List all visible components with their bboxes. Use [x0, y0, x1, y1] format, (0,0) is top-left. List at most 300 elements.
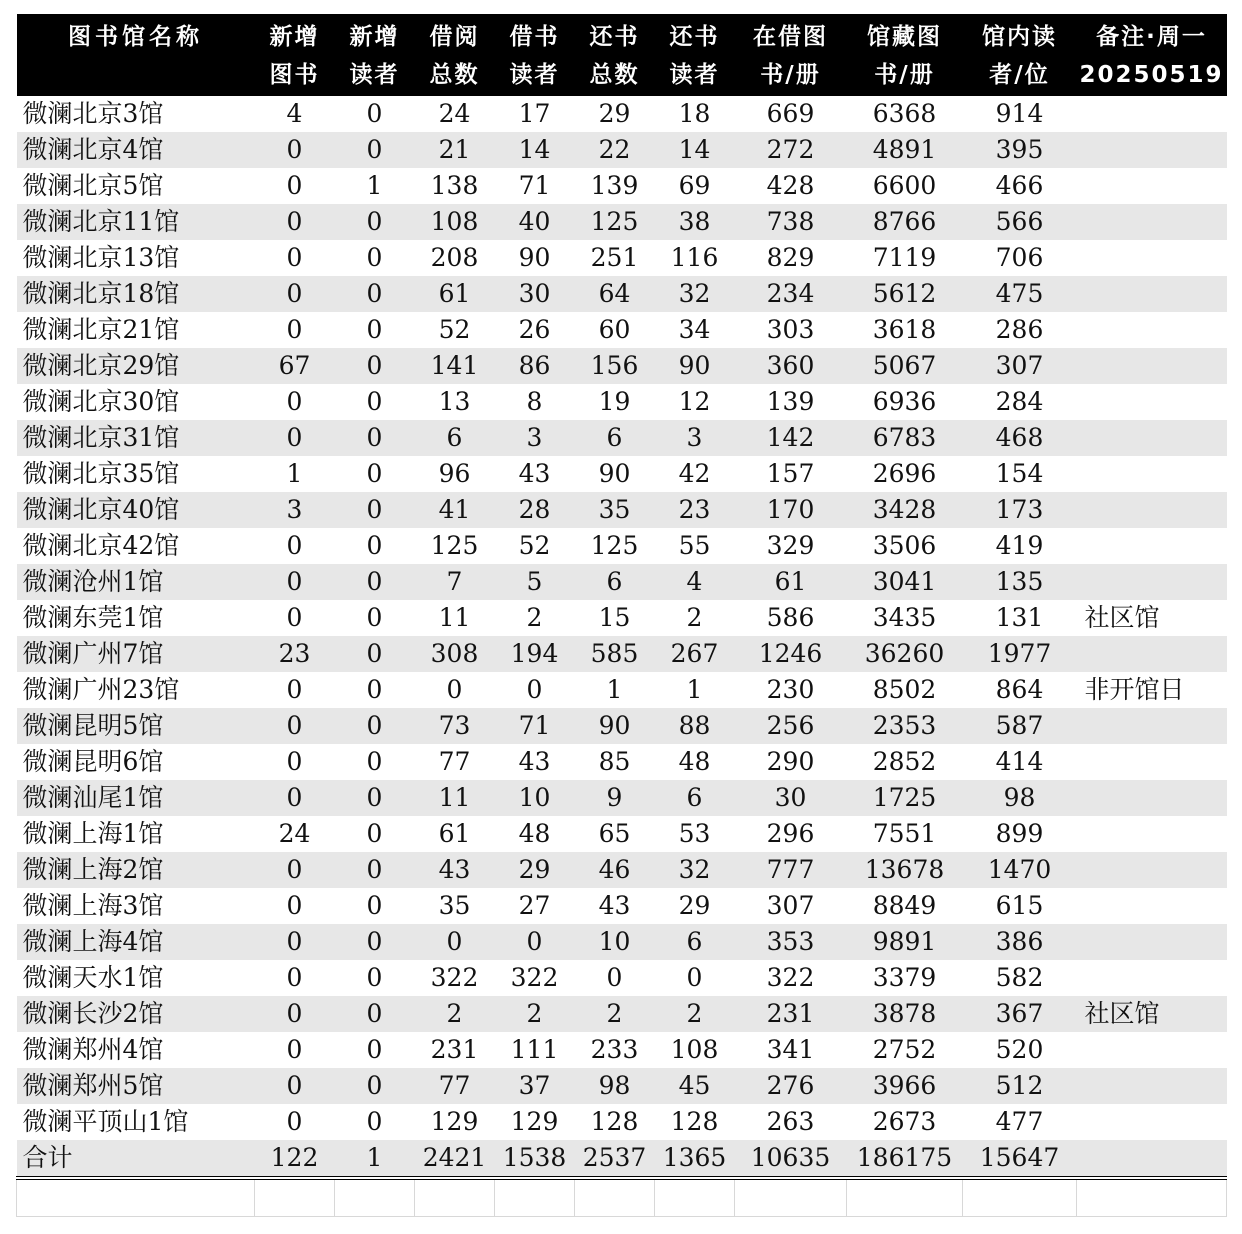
cell-total-borrows: 11 — [415, 780, 495, 816]
header-total-returns — [575, 14, 655, 96]
table-row — [17, 564, 1227, 600]
header-line2: 书/册 — [874, 62, 935, 88]
cell-books-on-loan: 428 — [766, 171, 815, 200]
cell-new-books: 0 — [255, 1068, 335, 1104]
cell-borrow-readers: 30 — [495, 276, 575, 312]
cell-note — [1077, 708, 1227, 744]
cell-collection-books: 1725 — [847, 780, 963, 816]
cell-return-readers: 108 — [670, 1035, 719, 1064]
cell-collection-books: 3435 — [872, 603, 937, 632]
cell-total-returns: 2537 — [575, 1140, 655, 1178]
cell-books-on-loan: 738 — [735, 204, 847, 240]
cell-collection-books: 6936 — [872, 387, 937, 416]
cell-library-name: 微澜北京40馆 — [17, 492, 255, 528]
header-line1: 还书 — [589, 24, 640, 50]
cell-borrow-readers: 194 — [495, 636, 575, 672]
cell-new-books: 67 — [255, 348, 335, 384]
cell-borrow-readers: 27 — [518, 891, 551, 920]
cell-note — [1077, 96, 1227, 132]
cell-note — [1077, 1178, 1227, 1217]
cell-borrow-readers: 0 — [526, 675, 543, 704]
cell-return-readers: 48 — [678, 747, 711, 776]
cell-return-readers: 32 — [655, 276, 735, 312]
table-row — [17, 240, 1227, 276]
cell-new-books: 0 — [286, 531, 303, 560]
table-row — [17, 600, 1227, 636]
cell-return-readers: 42 — [678, 459, 711, 488]
cell-total-returns: 125 — [590, 531, 639, 560]
cell-in-library-readers: 284 — [995, 387, 1044, 416]
header-in-library-readers — [963, 14, 1077, 96]
cell-new-books: 0 — [286, 963, 303, 992]
cell-note — [1077, 384, 1227, 420]
cell-collection-books: 3966 — [847, 1068, 963, 1104]
cell-new-books: 0 — [255, 996, 335, 1032]
cell-borrow-readers: 37 — [495, 1068, 575, 1104]
cell-library-name: 微澜北京11馆 — [17, 204, 255, 240]
cell-total-returns: 22 — [575, 132, 655, 168]
cell-collection-books: 2673 — [872, 1107, 937, 1136]
cell-books-on-loan: 296 — [766, 819, 815, 848]
cell-new-readers: 1 — [335, 1140, 415, 1178]
cell-collection-books: 6783 — [847, 420, 963, 456]
cell-total-returns: 85 — [598, 747, 631, 776]
total-row — [17, 1140, 1227, 1178]
cell-borrow-readers: 48 — [518, 819, 551, 848]
cell-borrow-readers: 322 — [510, 963, 559, 992]
cell-new-books: 23 — [255, 636, 335, 672]
cell-collection-books: 7119 — [872, 243, 937, 272]
cell-total-borrows: 2421 — [415, 1140, 495, 1178]
cell-return-readers: 6 — [655, 924, 735, 960]
cell-library-name: 微澜北京5馆 — [22, 171, 164, 200]
cell-new-readers: 0 — [366, 315, 383, 344]
table-row — [17, 492, 1227, 528]
cell-return-readers: 45 — [655, 1068, 735, 1104]
cell-new-books: 0 — [286, 387, 303, 416]
cell-library-name: 微澜长沙2馆 — [17, 996, 255, 1032]
cell-note — [1077, 204, 1227, 240]
header-line2: 读者 — [349, 62, 400, 88]
cell-new-books: 1 — [286, 459, 303, 488]
cell-library-name: 微澜汕尾1馆 — [17, 780, 255, 816]
cell-in-library-readers: 587 — [963, 708, 1077, 744]
cell-collection-books: 8766 — [847, 204, 963, 240]
header-line2: 书/册 — [760, 62, 821, 88]
cell-return-readers: 12 — [678, 387, 711, 416]
cell-collection-books — [847, 1178, 963, 1217]
cell-in-library-readers: 131 — [995, 603, 1044, 632]
cell-collection-books: 3041 — [847, 564, 963, 600]
cell-in-library-readers: 615 — [995, 891, 1044, 920]
cell-books-on-loan: 139 — [766, 387, 815, 416]
cell-return-readers: 14 — [655, 132, 735, 168]
table-row — [17, 528, 1227, 564]
table-row — [17, 204, 1227, 240]
library-stats-sheet — [16, 14, 1226, 1217]
cell-total-borrows: 24 — [438, 99, 471, 128]
header-return-readers — [655, 14, 735, 96]
cell-return-readers: 6 — [655, 780, 735, 816]
cell-new-readers: 0 — [366, 1035, 383, 1064]
header-line2: 图书 — [269, 62, 320, 88]
cell-new-books: 122 — [255, 1140, 335, 1178]
cell-borrow-readers: 71 — [495, 708, 575, 744]
cell-total-returns: 90 — [598, 459, 631, 488]
cell-total-returns: 1 — [606, 675, 623, 704]
cell-collection-books: 3379 — [872, 963, 937, 992]
cell-total-borrows: 43 — [415, 852, 495, 888]
cell-total-borrows: 77 — [415, 1068, 495, 1104]
cell-total-returns: 0 — [606, 963, 623, 992]
cell-library-name: 微澜上海3馆 — [22, 891, 164, 920]
header-line1: 还书 — [669, 24, 720, 50]
cell-note — [1077, 780, 1227, 816]
cell-borrow-readers: 43 — [518, 747, 551, 776]
cell-total-borrows: 6 — [415, 420, 495, 456]
header-line1: 新增 — [269, 24, 320, 50]
cell-new-readers: 0 — [366, 387, 383, 416]
library-stats-table — [16, 14, 1227, 1217]
cell-note — [1077, 168, 1227, 204]
cell-in-library-readers: 307 — [963, 348, 1077, 384]
cell-books-on-loan: 1246 — [735, 636, 847, 672]
cell-library-name: 微澜北京29馆 — [17, 348, 255, 384]
cell-books-on-loan: 303 — [766, 315, 815, 344]
empty-row — [17, 1178, 1227, 1217]
cell-new-readers: 0 — [335, 924, 415, 960]
cell-total-borrows: 0 — [415, 924, 495, 960]
cell-total-borrows: 138 — [430, 171, 479, 200]
cell-new-books: 0 — [255, 204, 335, 240]
cell-total-borrows: 52 — [438, 315, 471, 344]
cell-books-on-loan: 586 — [766, 603, 815, 632]
table-row — [17, 672, 1227, 708]
header-line1: 馆藏图 — [867, 24, 942, 50]
cell-new-readers: 0 — [335, 420, 415, 456]
table-row — [17, 744, 1227, 780]
cell-new-books: 0 — [255, 420, 335, 456]
header-new-readers — [335, 14, 415, 96]
table-body — [17, 96, 1227, 1217]
cell-in-library-readers — [963, 1178, 1077, 1217]
cell-total-borrows: 125 — [430, 531, 479, 560]
cell-new-readers: 0 — [335, 996, 415, 1032]
cell-return-readers: 128 — [670, 1107, 719, 1136]
cell-library-name: 微澜北京30馆 — [22, 387, 180, 416]
cell-collection-books: 13678 — [847, 852, 963, 888]
table-row — [17, 348, 1227, 384]
header-line1: 馆内读 — [982, 24, 1057, 50]
cell-books-on-loan: 231 — [735, 996, 847, 1032]
cell-books-on-loan — [735, 1178, 847, 1217]
cell-note — [1077, 528, 1227, 564]
cell-total-borrows: 7 — [415, 564, 495, 600]
cell-in-library-readers: 706 — [995, 243, 1044, 272]
cell-books-on-loan: 307 — [766, 891, 815, 920]
cell-new-readers — [335, 1178, 415, 1217]
cell-new-readers: 0 — [366, 963, 383, 992]
cell-in-library-readers: 395 — [963, 132, 1077, 168]
cell-total-borrows: 61 — [415, 276, 495, 312]
cell-borrow-readers: 8 — [526, 387, 543, 416]
cell-in-library-readers: 512 — [963, 1068, 1077, 1104]
table-row — [17, 1104, 1227, 1140]
cell-books-on-loan: 30 — [735, 780, 847, 816]
header-library-name — [17, 14, 255, 96]
cell-books-on-loan: 263 — [766, 1107, 815, 1136]
cell-return-readers: 18 — [678, 99, 711, 128]
cell-note — [1077, 492, 1227, 528]
cell-in-library-readers: 173 — [963, 492, 1077, 528]
cell-new-readers: 0 — [335, 780, 415, 816]
cell-new-readers: 0 — [366, 819, 383, 848]
cell-collection-books: 186175 — [847, 1140, 963, 1178]
table-row — [17, 960, 1227, 996]
cell-new-books: 0 — [286, 603, 303, 632]
cell-new-books: 4 — [286, 99, 303, 128]
cell-new-books: 0 — [286, 1107, 303, 1136]
cell-note — [1077, 816, 1227, 852]
table-row — [17, 276, 1227, 312]
cell-total-borrows: 41 — [415, 492, 495, 528]
cell-borrow-readers: 90 — [518, 243, 551, 272]
cell-collection-books: 5067 — [847, 348, 963, 384]
cell-library-name: 微澜天水1馆 — [22, 963, 164, 992]
cell-new-books: 0 — [255, 132, 335, 168]
cell-return-readers: 4 — [655, 564, 735, 600]
cell-note — [1077, 852, 1227, 888]
cell-books-on-loan: 61 — [735, 564, 847, 600]
cell-borrow-readers: 2 — [526, 603, 543, 632]
cell-collection-books: 3506 — [872, 531, 937, 560]
cell-in-library-readers: 1470 — [963, 852, 1077, 888]
cell-new-books: 0 — [255, 780, 335, 816]
cell-new-readers: 0 — [366, 603, 383, 632]
header-line2 — [17, 56, 255, 94]
cell-total-borrows: 96 — [438, 459, 471, 488]
cell-note: 社区馆 — [1077, 996, 1227, 1032]
cell-total-returns: 10 — [575, 924, 655, 960]
cell-new-readers: 1 — [366, 171, 383, 200]
cell-new-readers: 0 — [335, 708, 415, 744]
cell-collection-books: 8849 — [872, 891, 937, 920]
cell-new-readers: 0 — [366, 675, 383, 704]
cell-total-returns: 2 — [575, 996, 655, 1032]
cell-borrow-readers: 43 — [518, 459, 551, 488]
cell-new-books: 0 — [286, 891, 303, 920]
cell-in-library-readers: 386 — [963, 924, 1077, 960]
cell-books-on-loan: 353 — [735, 924, 847, 960]
cell-new-books: 0 — [255, 924, 335, 960]
cell-library-name: 微澜东莞1馆 — [22, 603, 164, 632]
cell-library-name: 微澜昆明6馆 — [22, 747, 164, 776]
cell-books-on-loan: 360 — [735, 348, 847, 384]
cell-in-library-readers: 419 — [995, 531, 1044, 560]
cell-return-readers: 1 — [686, 675, 703, 704]
cell-in-library-readers: 566 — [963, 204, 1077, 240]
cell-return-readers: 55 — [678, 531, 711, 560]
cell-collection-books: 5612 — [847, 276, 963, 312]
cell-return-readers: 34 — [678, 315, 711, 344]
header-line2: 总数 — [429, 62, 480, 88]
cell-in-library-readers: 15647 — [963, 1140, 1077, 1178]
cell-books-on-loan: 341 — [766, 1035, 815, 1064]
cell-borrow-readers: 1538 — [495, 1140, 575, 1178]
cell-new-readers: 0 — [335, 204, 415, 240]
header-line2: 者/位 — [989, 62, 1050, 88]
cell-total-borrows: 77 — [438, 747, 471, 776]
cell-total-borrows: 108 — [415, 204, 495, 240]
cell-return-readers: 90 — [655, 348, 735, 384]
table-row — [17, 780, 1227, 816]
cell-collection-books: 4891 — [847, 132, 963, 168]
cell-return-readers: 267 — [655, 636, 735, 672]
cell-borrow-readers: 26 — [518, 315, 551, 344]
cell-return-readers: 2 — [686, 603, 703, 632]
cell-total-borrows: 0 — [446, 675, 463, 704]
cell-return-readers: 53 — [678, 819, 711, 848]
cell-in-library-readers: 520 — [995, 1035, 1044, 1064]
cell-new-readers: 0 — [335, 564, 415, 600]
cell-note — [1077, 888, 1227, 924]
cell-borrow-readers: 10 — [495, 780, 575, 816]
header-line1: 备注·周一 — [1096, 24, 1207, 50]
cell-return-readers: 2 — [655, 996, 735, 1032]
cell-new-books: 0 — [286, 1035, 303, 1064]
cell-total-borrows: 2 — [415, 996, 495, 1032]
cell-books-on-loan: 256 — [735, 708, 847, 744]
cell-note — [1077, 1104, 1227, 1140]
cell-return-readers: 116 — [670, 243, 719, 272]
cell-books-on-loan: 669 — [766, 99, 815, 128]
cell-new-readers: 0 — [366, 1107, 383, 1136]
cell-return-readers — [655, 1178, 735, 1217]
cell-collection-books: 2752 — [872, 1035, 937, 1064]
cell-note — [1077, 276, 1227, 312]
cell-return-readers: 3 — [655, 420, 735, 456]
cell-in-library-readers: 98 — [963, 780, 1077, 816]
header-collection-books — [847, 14, 963, 96]
cell-total-returns: 60 — [598, 315, 631, 344]
cell-new-books: 0 — [286, 315, 303, 344]
cell-total-borrows: 141 — [415, 348, 495, 384]
cell-total-returns: 90 — [575, 708, 655, 744]
cell-borrow-readers: 5 — [495, 564, 575, 600]
cell-new-readers: 0 — [335, 1068, 415, 1104]
cell-new-readers: 0 — [335, 636, 415, 672]
table-row — [17, 1068, 1227, 1104]
cell-new-books: 0 — [286, 747, 303, 776]
cell-library-name: 微澜沧州1馆 — [17, 564, 255, 600]
table-row — [17, 816, 1227, 852]
cell-return-readers: 32 — [655, 852, 735, 888]
cell-borrow-readers: 71 — [518, 171, 551, 200]
cell-in-library-readers: 582 — [995, 963, 1044, 992]
cell-note — [1077, 924, 1227, 960]
cell-total-borrows: 73 — [415, 708, 495, 744]
cell-total-borrows: 13 — [438, 387, 471, 416]
cell-collection-books: 6368 — [872, 99, 937, 128]
cell-collection-books: 6600 — [872, 171, 937, 200]
cell-library-name: 微澜北京31馆 — [17, 420, 255, 456]
cell-note — [1077, 420, 1227, 456]
cell-books-on-loan: 234 — [735, 276, 847, 312]
cell-total-returns: 9 — [575, 780, 655, 816]
cell-borrow-readers: 111 — [510, 1035, 559, 1064]
cell-borrow-readers: 0 — [495, 924, 575, 960]
cell-return-readers: 29 — [678, 891, 711, 920]
cell-total-returns: 43 — [598, 891, 631, 920]
cell-new-readers: 0 — [366, 99, 383, 128]
cell-new-readers: 0 — [366, 459, 383, 488]
cell-new-readers: 0 — [335, 132, 415, 168]
cell-total-returns: 29 — [598, 99, 631, 128]
cell-return-readers: 23 — [655, 492, 735, 528]
cell-note — [1077, 1032, 1227, 1068]
cell-total-returns: 139 — [590, 171, 639, 200]
cell-in-library-readers: 466 — [995, 171, 1044, 200]
header-line1: 在借图 — [753, 24, 828, 50]
header-line1: 新增 — [349, 24, 400, 50]
cell-note — [1077, 132, 1227, 168]
cell-return-readers: 38 — [655, 204, 735, 240]
cell-total-returns: 19 — [598, 387, 631, 416]
cell-new-books: 0 — [286, 243, 303, 272]
cell-note: 非开馆日 — [1084, 675, 1185, 704]
cell-total-returns: 233 — [590, 1035, 639, 1064]
cell-collection-books: 9891 — [847, 924, 963, 960]
table-header — [17, 14, 1227, 96]
cell-note — [1077, 960, 1227, 996]
table-row — [17, 636, 1227, 672]
cell-return-readers: 88 — [655, 708, 735, 744]
cell-new-readers: 0 — [335, 492, 415, 528]
table-row — [17, 132, 1227, 168]
cell-borrow-readers: 14 — [495, 132, 575, 168]
cell-note: 社区馆 — [1084, 603, 1160, 632]
cell-total-returns: 15 — [598, 603, 631, 632]
cell-total-borrows: 35 — [438, 891, 471, 920]
cell-books-on-loan: 329 — [766, 531, 815, 560]
table-row — [17, 96, 1227, 132]
header-line1: 借书 — [509, 24, 560, 50]
table-row — [17, 888, 1227, 924]
cell-total-returns: 125 — [575, 204, 655, 240]
cell-borrow-readers: 86 — [495, 348, 575, 384]
cell-total-returns: 46 — [575, 852, 655, 888]
cell-new-books: 0 — [255, 852, 335, 888]
cell-note — [1077, 456, 1227, 492]
table-row — [17, 708, 1227, 744]
header-line2: 20250519 — [1079, 62, 1224, 88]
cell-return-readers: 1365 — [655, 1140, 735, 1178]
cell-note — [1077, 744, 1227, 780]
cell-new-books: 0 — [255, 564, 335, 600]
cell-total-returns: 156 — [575, 348, 655, 384]
cell-library-name: 微澜北京13馆 — [22, 243, 180, 272]
header-borrow-readers — [495, 14, 575, 96]
cell-library-name: 微澜北京4馆 — [17, 132, 255, 168]
cell-new-readers: 0 — [366, 747, 383, 776]
cell-books-on-loan: 170 — [735, 492, 847, 528]
cell-in-library-readers: 864 — [995, 675, 1044, 704]
cell-total-returns: 98 — [575, 1068, 655, 1104]
table-row — [17, 996, 1227, 1032]
cell-in-library-readers: 414 — [995, 747, 1044, 776]
cell-total-borrows: 231 — [430, 1035, 479, 1064]
table-row — [17, 384, 1227, 420]
